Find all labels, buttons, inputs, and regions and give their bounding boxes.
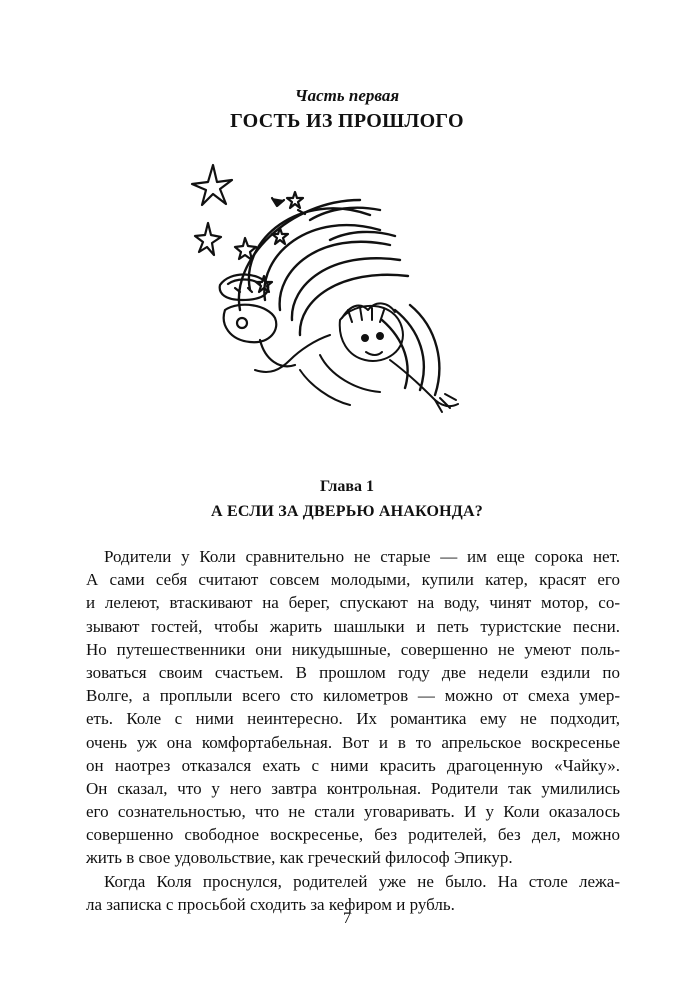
chapter-label: Глава 1 <box>320 478 374 495</box>
text-line: Родители у Коли сравнительно не старые — им еще сорока нет. <box>104 547 620 566</box>
illustration <box>180 160 500 425</box>
text-line: А сами себя считают совсем молодыми, купили катер, красят его <box>86 570 620 590</box>
page-number: 7 <box>343 910 351 927</box>
text-line: он наотрез отказался ехать с ними красить драгоценную «Чайку». <box>86 755 620 775</box>
boy-flying-through-time-vortex-illustration <box>180 160 500 425</box>
text-line: его сознательностью, что не стали уговаривать. И у Коли оказалось <box>86 802 620 822</box>
text-line: и лелеют, втаскивают на берег, спускают на воду, чинят мотор, со- <box>86 593 620 613</box>
text-line: Он сказал, что у него завтра контрольная. Родители так умилились <box>86 778 620 798</box>
chapter-title: А ЕСЛИ ЗА ДВЕРЬЮ АНАКОНДА? <box>211 503 483 520</box>
text-line: еть. Коле с ними неинтересно. Их романтика ему не подходит, <box>86 709 620 729</box>
part-label: Часть первая <box>294 86 400 105</box>
text-line: Но путешественники они никудышные, совершенно не умеют поль- <box>86 639 620 659</box>
text-line: Когда Коля проснулся, родителей уже не было. На столе лежа- <box>104 871 620 891</box>
text-line: зоваться своим счастьем. В прошлом году две недели ездили по <box>86 662 620 682</box>
text-line: совершенно свободное воскресенье, без родителей, без дел, можно <box>86 825 620 845</box>
text-line: очень уж она комфортабельная. Вот и в то апрельское воскресенье <box>86 732 620 752</box>
text-line: ла записка с просьбой сходить за кефиром и рубль. <box>86 894 455 914</box>
text-line: жить в свое удовольствие, как греческий философ Эпикур. <box>86 848 513 868</box>
text-line: Волге, а проплыли всего сто километров — можно от смеха умер- <box>86 686 620 706</box>
chapter-text <box>86 545 620 916</box>
text-line: зывают гостей, чтобы жарить шашлыки и петь туристские песни. <box>86 616 620 636</box>
part-title: ГОСТЬ ИЗ ПРОШЛОГО <box>230 110 464 132</box>
